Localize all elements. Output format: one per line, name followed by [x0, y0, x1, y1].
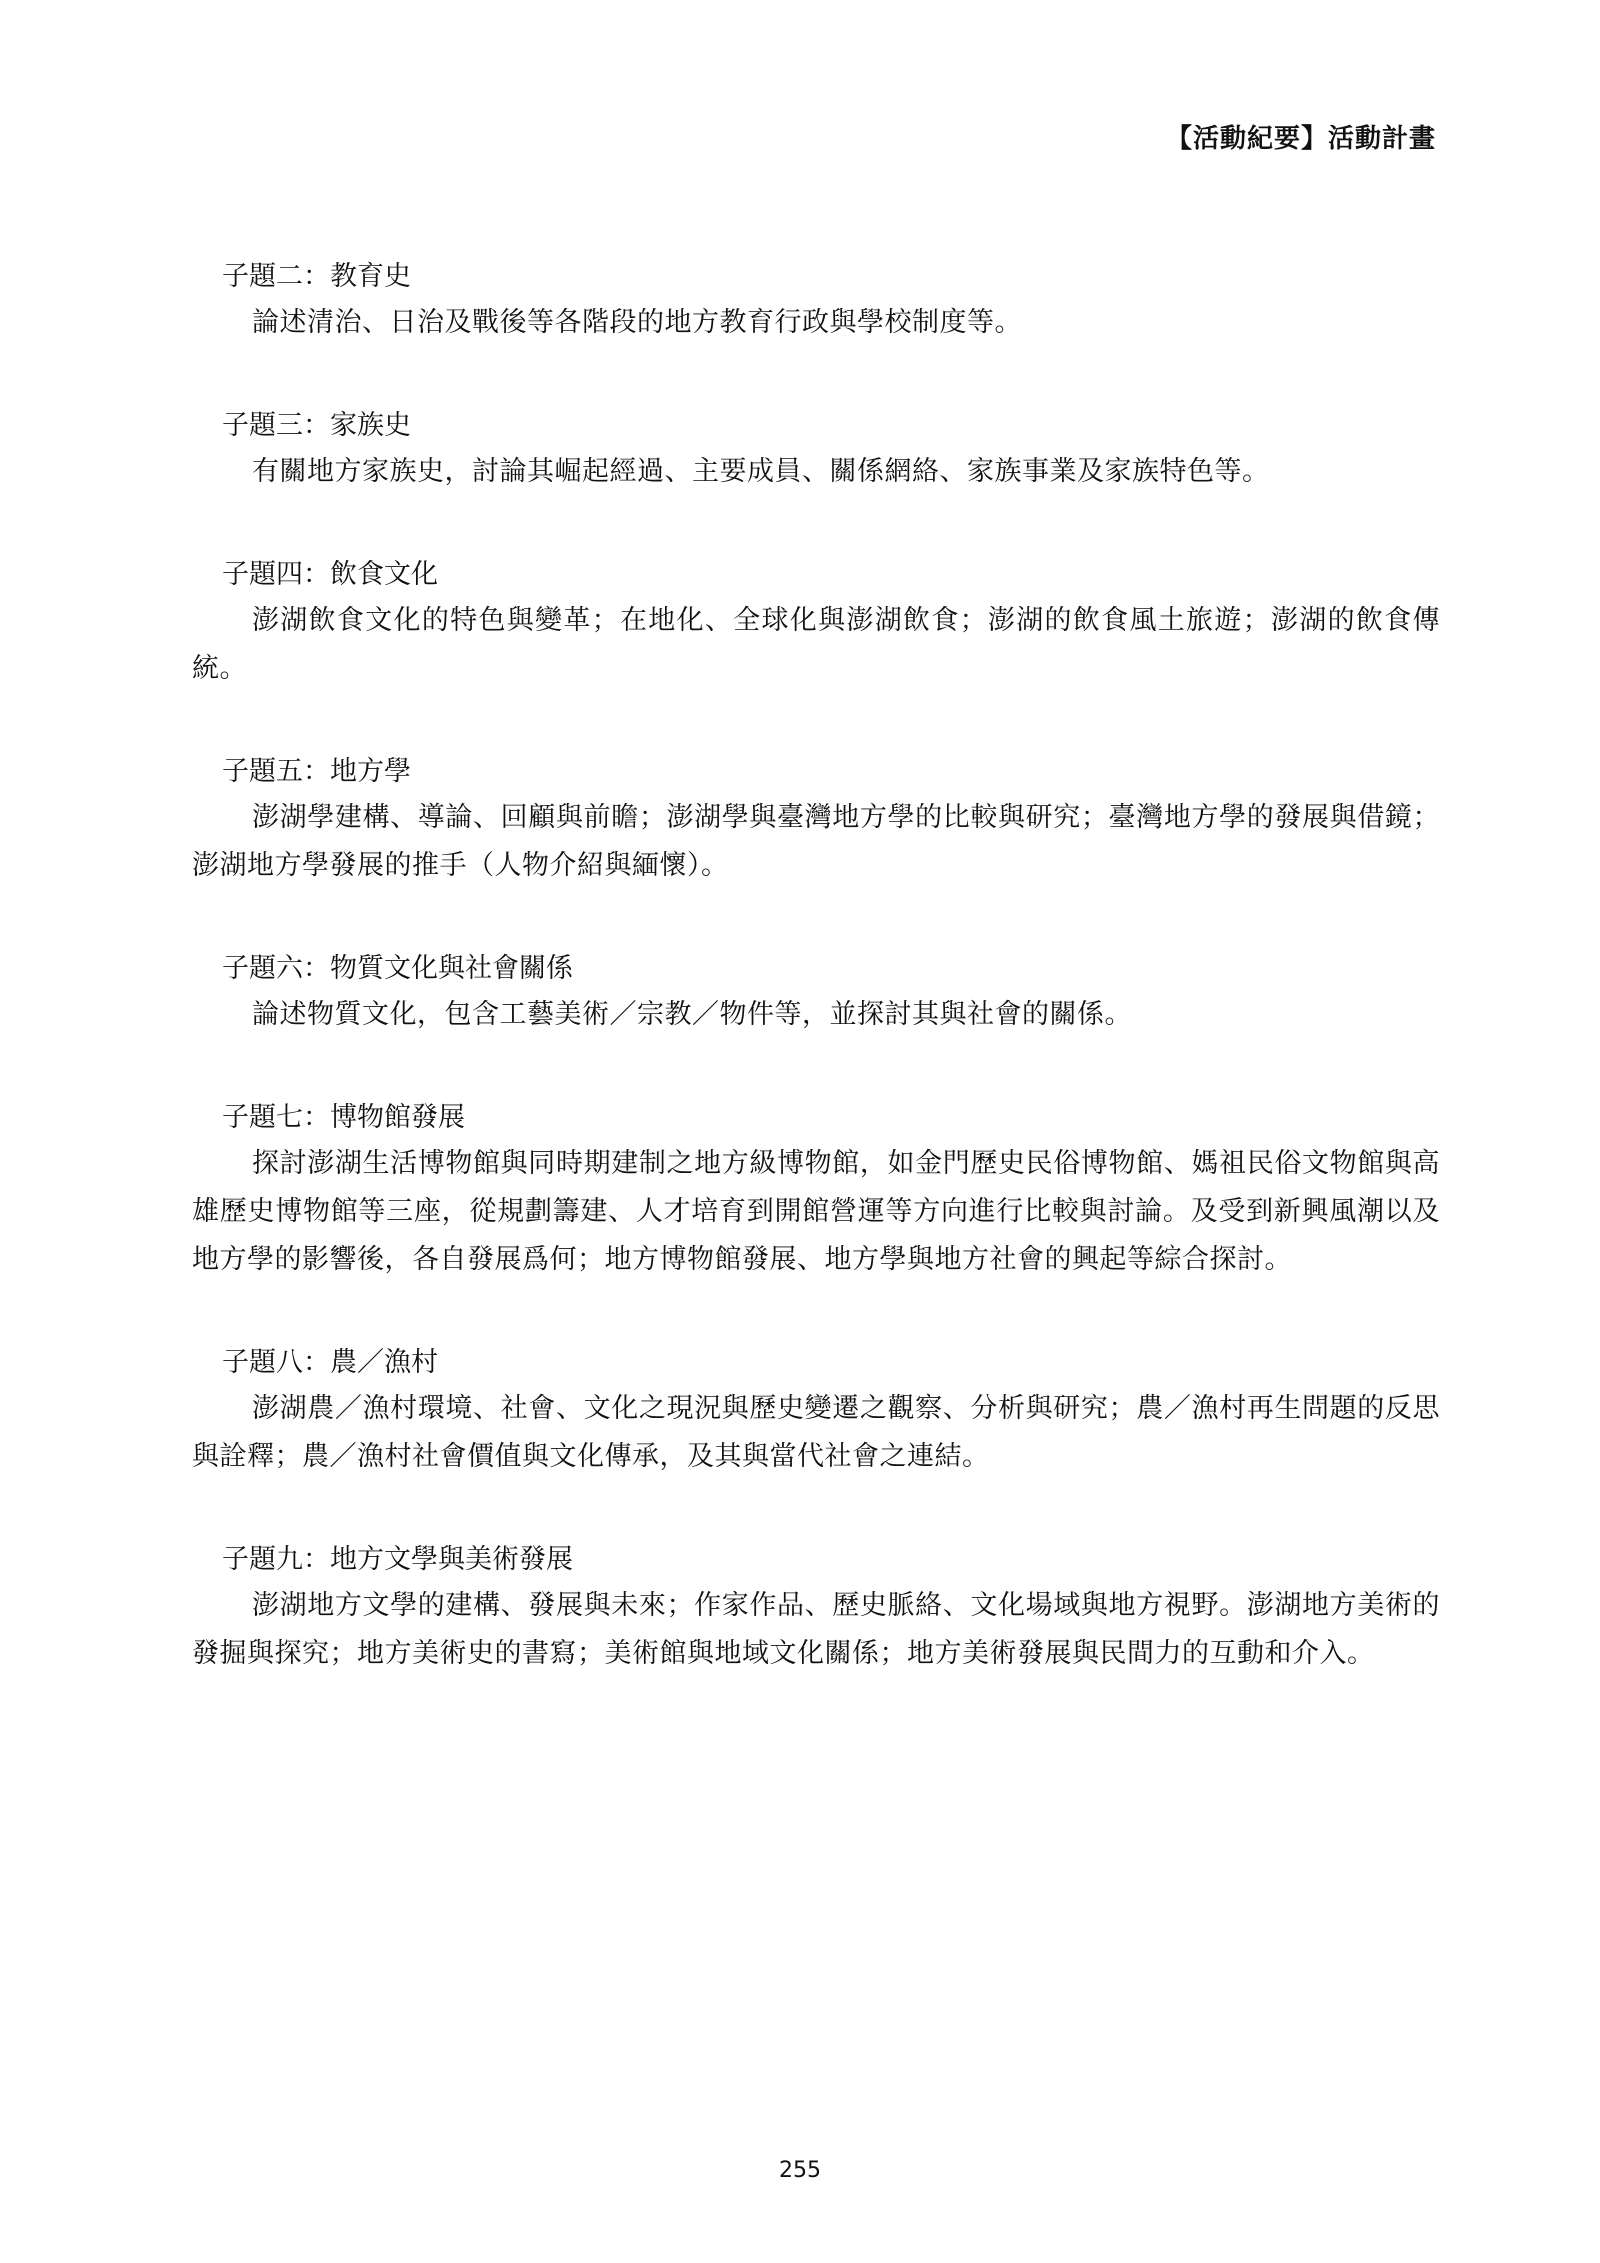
section-title: 子題八：農／漁村	[222, 1347, 438, 1378]
section-body: 論述清治、日治及戰後等各階段的地方教育行政與學校制度等。	[252, 307, 1022, 338]
section-body: 澎湖地方文學的建構、發展與未來；作家作品、歷史脈絡、文化場域與地方視野。澎湖地方美術的發掘與探究；地方美術史的書寫；美術館與地域文化關係；地方美術發展與民間力的互動和介入。	[192, 1590, 1440, 1669]
section-education-history	[192, 255, 1440, 347]
section-museum-development	[192, 1096, 1440, 1284]
section-literature-and-art	[192, 1538, 1440, 1678]
running-header: 【活動紀要】活動計畫	[1165, 124, 1436, 154]
section-family-history	[192, 404, 1440, 496]
section-title: 子題五：地方學	[222, 756, 411, 787]
section-food-culture	[192, 553, 1440, 693]
section-body: 澎湖學建構、導論、回顧與前瞻；澎湖學與臺灣地方學的比較與研究；臺灣地方學的發展與借鏡；澎湖地方學發展的推手（人物介紹與緬懷）。	[192, 802, 1440, 881]
section-title: 子題二：教育史	[222, 261, 411, 292]
section-body: 澎湖農／漁村環境、社會、文化之現況與歷史變遷之觀察、分析與研究；農／漁村再生問題的反思與詮釋；農／漁村社會價值與文化傳承，及其與當代社會之連結。	[192, 1393, 1440, 1472]
section-body: 論述物質文化，包含工藝美術／宗教／物件等，並探討其與社會的關係。	[252, 999, 1132, 1030]
section-title: 子題六：物質文化與社會關係	[222, 953, 573, 984]
section-body: 有關地方家族史，討論其崛起經過、主要成員、關係網絡、家族事業及家族特色等。	[252, 456, 1270, 487]
section-farming-fishing-villages	[192, 1341, 1440, 1481]
section-title: 子題三：家族史	[222, 410, 411, 441]
section-title: 子題七：博物館發展	[222, 1102, 465, 1133]
page-number: 255	[779, 2158, 821, 2183]
section-material-culture	[192, 947, 1440, 1039]
section-local-studies	[192, 750, 1440, 890]
section-body: 澎湖飲食文化的特色與變革；在地化、全球化與澎湖飲食；澎湖的飲食風土旅遊；澎湖的飲食傳統。	[192, 605, 1440, 684]
section-body: 探討澎湖生活博物館與同時期建制之地方級博物館，如金門歷史民俗博物館、媽祖民俗文物館與高雄歷史博物館等三座，從規劃籌建、人才培育到開館營運等方向進行比較與討論。及受到新興風潮以及地方學的影響後，各自發展爲何；地方博物館發展、地方學與地方社會的興起等綜合探討。	[192, 1148, 1440, 1275]
section-title: 子題九：地方文學與美術發展	[222, 1544, 573, 1575]
section-title: 子題四：飲食文化	[222, 559, 438, 590]
document-body	[192, 255, 1440, 1735]
